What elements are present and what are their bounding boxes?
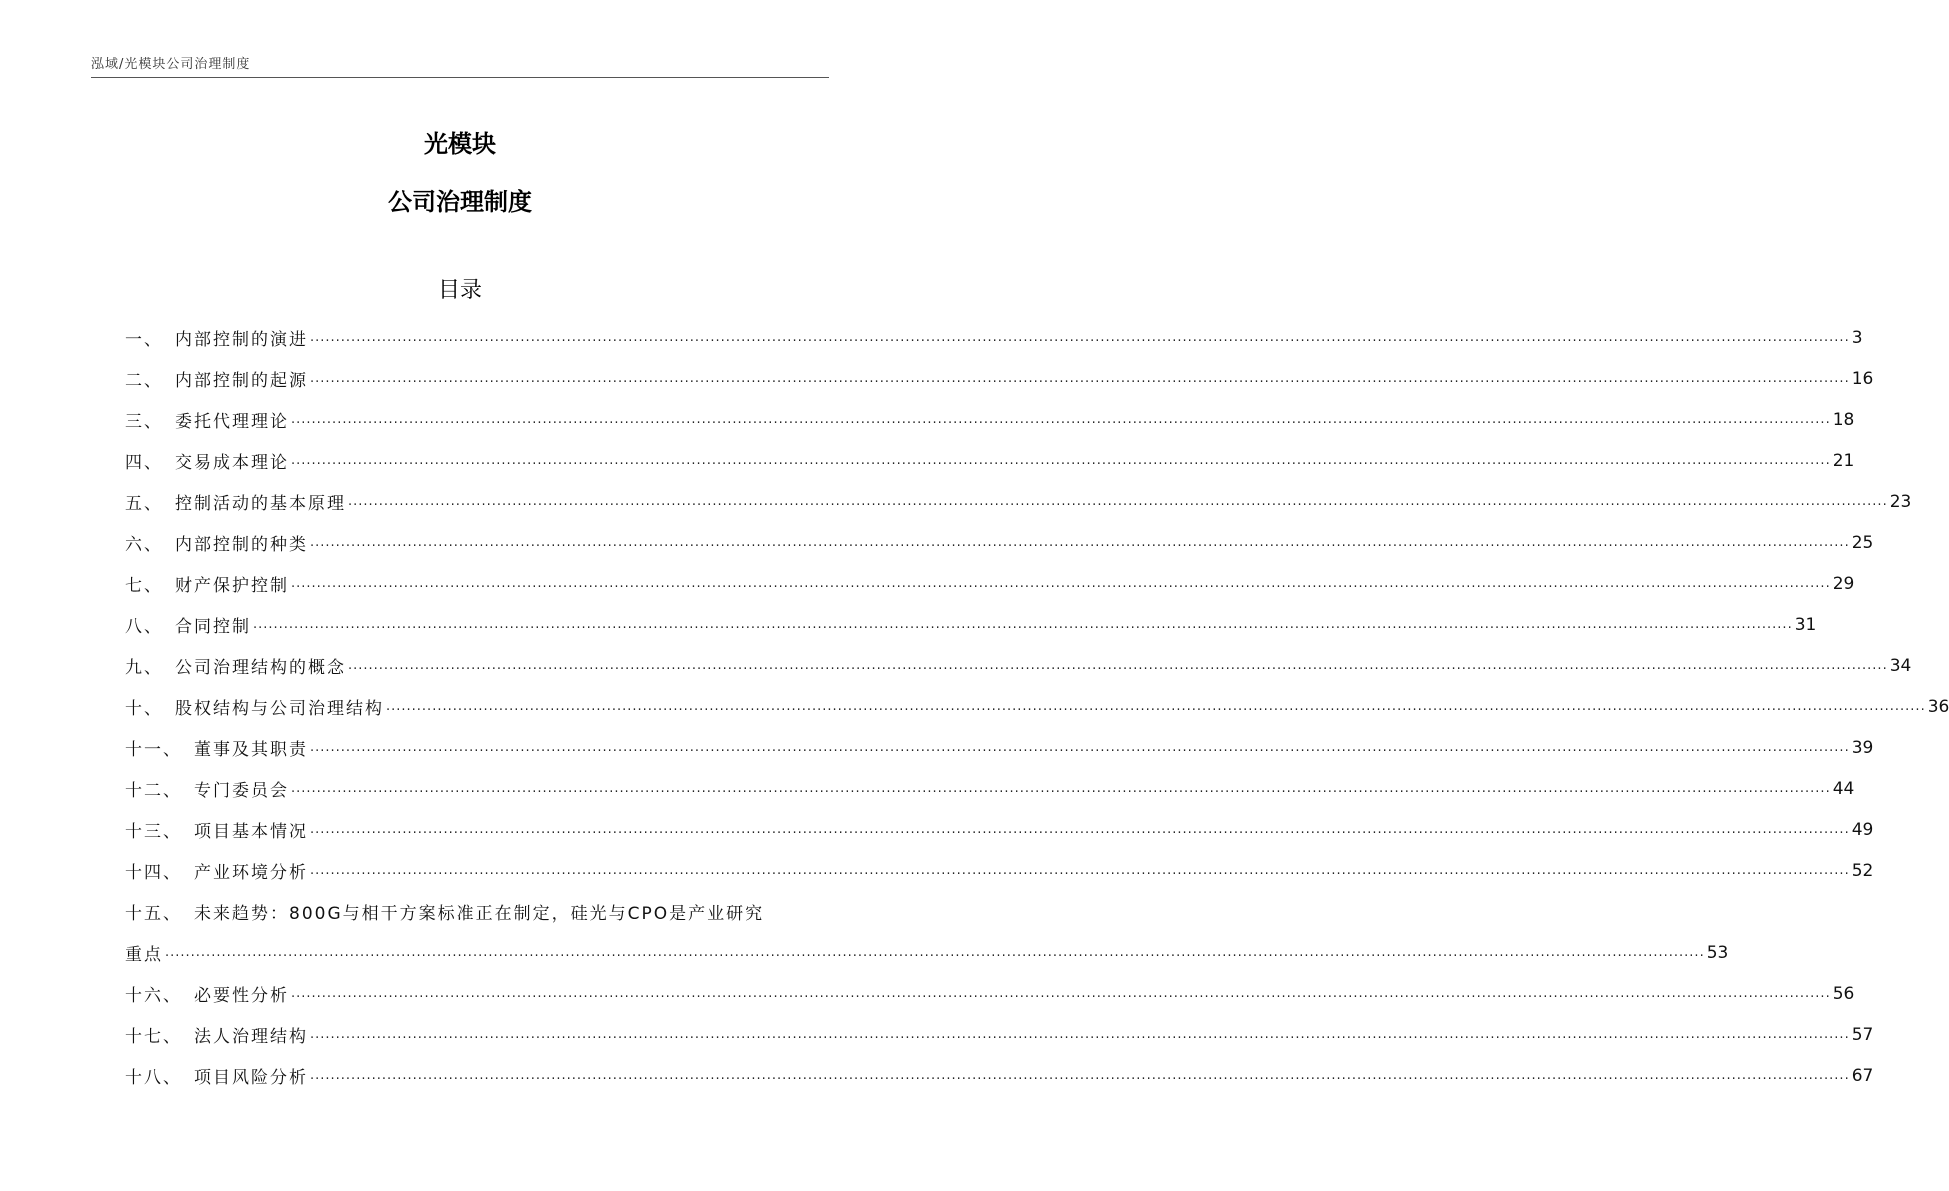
toc-entry-page: 29	[1832, 573, 1855, 594]
toc-entry[interactable]	[125, 522, 1874, 563]
toc-leader-dots: ............................................................................................................................................................................................................................................................................................................	[291, 781, 1831, 796]
toc-entry-title: 委托代理理论	[175, 412, 289, 432]
toc-entry-page: 67	[1851, 1065, 1874, 1086]
toc-entry-number: 五、	[125, 494, 163, 514]
toc-leader-dots: ............................................................................................................................................................................................................................................................................................................	[310, 535, 1850, 550]
toc-entry-page: 49	[1851, 819, 1874, 840]
toc-entry-title: 股权结构与公司治理结构	[175, 699, 384, 719]
page-header: 泓域/光模块公司治理制度	[91, 57, 251, 72]
toc-entry-page: 16	[1851, 368, 1874, 389]
toc-entry[interactable]	[125, 768, 1855, 809]
toc-entry-number: 八、	[125, 617, 163, 637]
document-subtitle: 公司治理制度	[388, 188, 532, 216]
toc-entry-title: 产业环境分析	[194, 863, 308, 883]
toc-entry-title: 公司治理结构的概念	[175, 658, 346, 678]
toc-leader-dots: ............................................................................................................................................................................................................................................................................................................	[291, 412, 1831, 427]
toc-entry-title: 法人治理结构	[194, 1027, 308, 1047]
toc-entry-number: 十八、	[125, 1068, 182, 1088]
toc-entry-page: 39	[1851, 737, 1874, 758]
toc-entry-page: 56	[1832, 983, 1855, 1004]
toc-entry[interactable]	[125, 973, 1855, 1014]
table-of-contents	[125, 317, 1949, 1096]
toc-leader-dots: ............................................................................................................................................................................................................................................................................................................	[310, 1068, 1850, 1083]
toc-entry-title: 董事及其职责	[194, 740, 308, 760]
toc-entry-title: 必要性分析	[194, 986, 289, 1006]
toc-leader-dots: ............................................................................................................................................................................................................................................................................................................	[253, 617, 1793, 632]
toc-entry[interactable]	[125, 850, 1874, 891]
toc-leader-dots: ............................................................................................................................................................................................................................................................................................................	[310, 371, 1850, 386]
toc-entry-title-continued: 重点	[125, 945, 163, 965]
toc-entry[interactable]	[125, 809, 1874, 850]
toc-leader-dots: ............................................................................................................................................................................................................................................................................................................	[310, 330, 1850, 345]
toc-leader-dots: ............................................................................................................................................................................................................................................................................................................	[348, 494, 1888, 509]
toc-entry-page: 23	[1889, 491, 1912, 512]
toc-leader-dots: ............................................................................................................................................................................................................................................................................................................	[310, 822, 1850, 837]
toc-entry[interactable]	[125, 891, 830, 932]
toc-entry[interactable]	[125, 604, 1817, 645]
toc-leader-dots: ............................................................................................................................................................................................................................................................................................................	[165, 945, 1705, 960]
toc-entry-number: 十三、	[125, 822, 182, 842]
toc-entry[interactable]	[125, 481, 1912, 522]
toc-entry-page: 18	[1832, 409, 1855, 430]
toc-leader-dots: ............................................................................................................................................................................................................................................................................................................	[348, 658, 1888, 673]
toc-entry-title: 控制活动的基本原理	[175, 494, 346, 514]
toc-entry[interactable]	[125, 686, 1949, 727]
toc-entry[interactable]	[125, 440, 1855, 481]
toc-entry[interactable]	[125, 358, 1874, 399]
toc-entry[interactable]	[125, 1014, 1874, 1055]
toc-leader-dots: ............................................................................................................................................................................................................................................................................................................	[310, 740, 1850, 755]
toc-leader-dots: ............................................................................................................................................................................................................................................................................................................	[310, 863, 1850, 878]
toc-entry-number: 三、	[125, 412, 163, 432]
toc-leader-dots: ............................................................................................................................................................................................................................................................................................................	[386, 699, 1926, 714]
toc-entry-number: 十一、	[125, 740, 182, 760]
toc-entry-number: 十五、	[125, 904, 182, 924]
toc-entry-title: 未来趋势：800G与相干方案标准正在制定，硅光与CPO是产业研究	[194, 904, 765, 924]
toc-leader-dots: ............................................................................................................................................................................................................................................................................................................	[291, 453, 1831, 468]
toc-entry-number: 十六、	[125, 986, 182, 1006]
toc-leader-dots: ............................................................................................................................................................................................................................................................................................................	[291, 986, 1831, 1001]
toc-entry-number: 一、	[125, 330, 163, 350]
toc-entry-page: 53	[1706, 942, 1729, 963]
toc-entry-title: 项目风险分析	[194, 1068, 308, 1088]
toc-entry[interactable]	[125, 1055, 1874, 1096]
toc-entry-number: 七、	[125, 576, 163, 596]
toc-entry-number: 二、	[125, 371, 163, 391]
toc-entry-continuation[interactable]	[125, 932, 1729, 973]
toc-entry-number: 十四、	[125, 863, 182, 883]
toc-entry-page: 44	[1832, 778, 1855, 799]
toc-entry-title: 专门委员会	[194, 781, 289, 801]
document-title: 光模块	[424, 130, 496, 158]
toc-entry-title: 交易成本理论	[175, 453, 289, 473]
toc-entry[interactable]	[125, 399, 1855, 440]
toc-entry-page: 52	[1851, 860, 1874, 881]
toc-entry-title: 内部控制的种类	[175, 535, 308, 555]
toc-entry[interactable]	[125, 645, 1912, 686]
toc-entry-title: 合同控制	[175, 617, 251, 637]
header-divider	[91, 77, 829, 78]
toc-entry-title: 内部控制的起源	[175, 371, 308, 391]
toc-entry-page: 36	[1927, 696, 1949, 717]
toc-entry-number: 六、	[125, 535, 163, 555]
toc-heading: 目录	[437, 278, 482, 303]
toc-entry[interactable]	[125, 317, 1863, 358]
toc-entry-number: 十七、	[125, 1027, 182, 1047]
toc-entry-page: 34	[1889, 655, 1912, 676]
toc-entry-title: 财产保护控制	[175, 576, 289, 596]
toc-entry-number: 十、	[125, 699, 163, 719]
toc-entry-number: 四、	[125, 453, 163, 473]
toc-entry[interactable]	[125, 727, 1874, 768]
toc-leader-dots: ............................................................................................................................................................................................................................................................................................................	[291, 576, 1831, 591]
toc-entry-number: 九、	[125, 658, 163, 678]
toc-entry-page: 25	[1851, 532, 1874, 553]
toc-entry-title: 内部控制的演进	[175, 330, 308, 350]
toc-entry-page: 21	[1832, 450, 1855, 471]
toc-entry-page: 31	[1794, 614, 1817, 635]
toc-entry[interactable]	[125, 563, 1855, 604]
toc-leader-dots: ............................................................................................................................................................................................................................................................................................................	[310, 1027, 1850, 1042]
toc-entry-number: 十二、	[125, 781, 182, 801]
toc-entry-title: 项目基本情况	[194, 822, 308, 842]
toc-entry-page: 3	[1851, 327, 1863, 348]
toc-entry-page: 57	[1851, 1024, 1874, 1045]
